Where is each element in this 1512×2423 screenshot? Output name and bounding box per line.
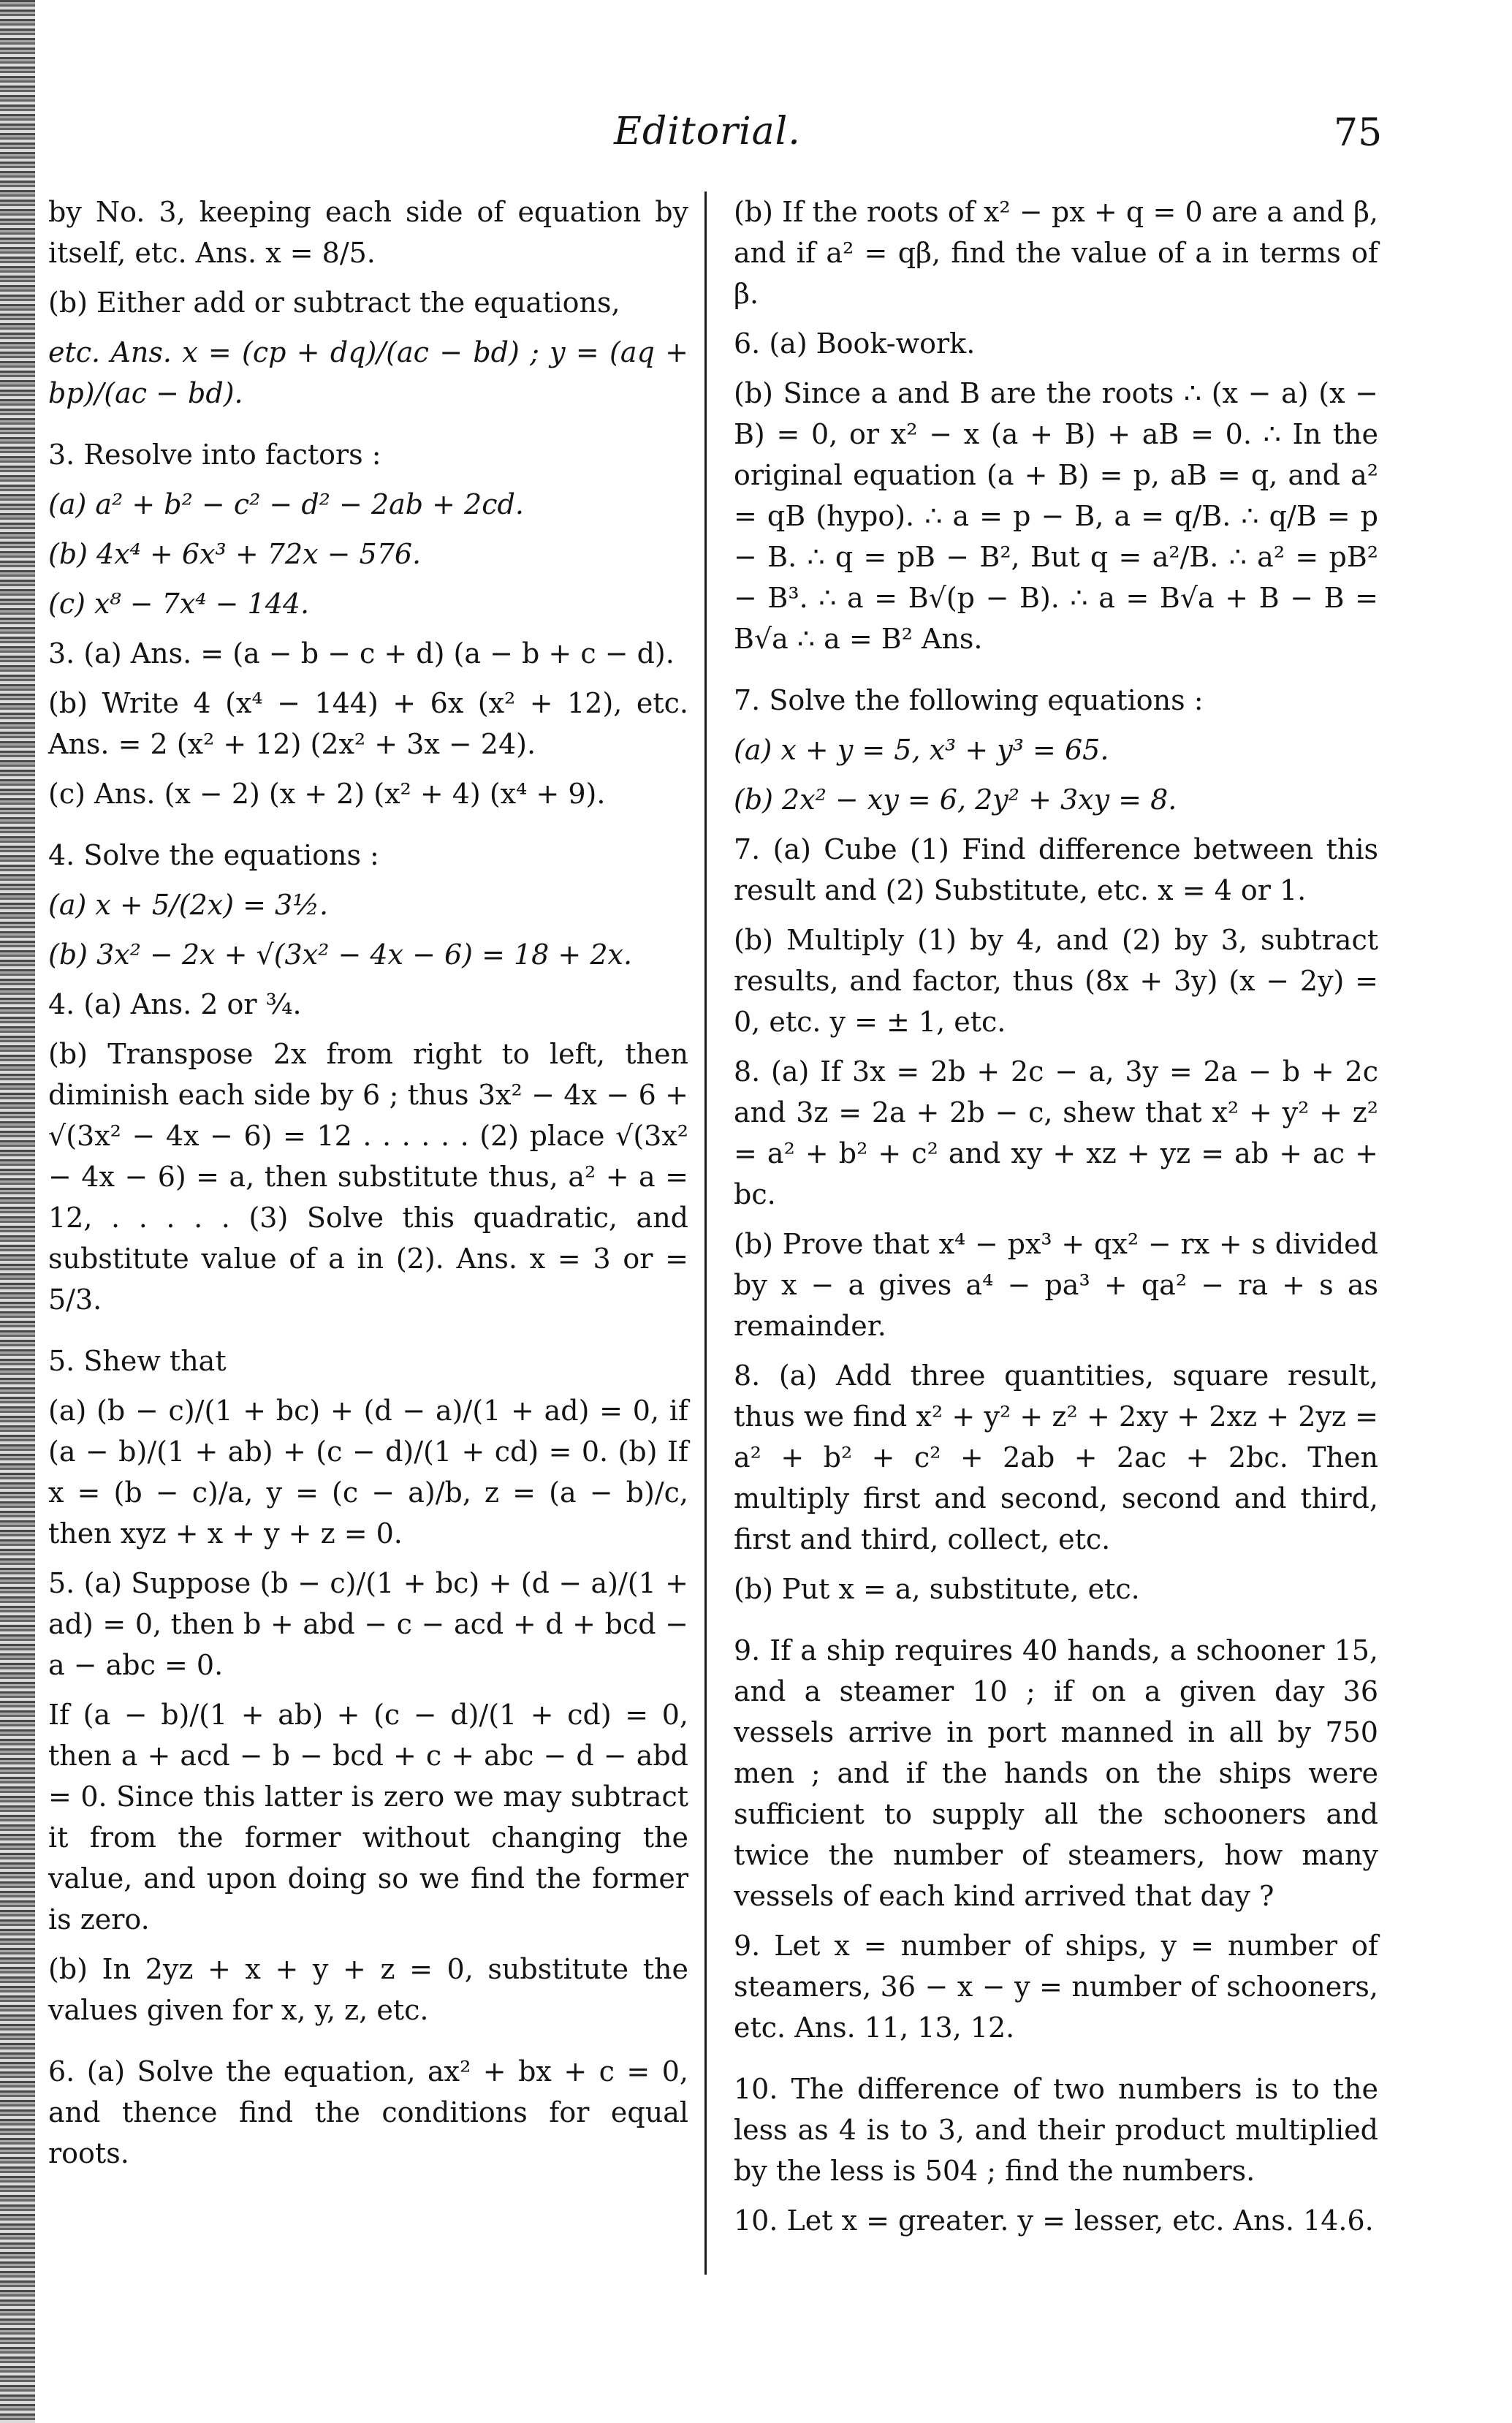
equation-line: (a) x + y = 5, x³ + y³ = 65. (734, 734, 1109, 766)
equation-line: (a) a² + b² − c² − d² − 2ab + 2cd. (48, 488, 524, 520)
equation-line: (a) x + 5/(2x) = 3½. (48, 889, 329, 921)
paragraph: (b) Multiply (1) by 4, and (2) by 3, subtract results, and factor, thus (8x + 3y) (x − 2y) = 0, etc. y = ± 1, etc. (734, 924, 1378, 1038)
page-header (0, 110, 1512, 168)
answer-line: 7. (a) Cube (1) Find difference between this result and (2) Substitute, etc. x = 4 or 1. (734, 833, 1378, 906)
answer-line: (b) Put x = a, substitute, etc. (734, 1573, 1140, 1605)
answer-line: (b) Write 4 (x⁴ − 144) + 6x (x² + 12), etc. Ans. = 2 (x² + 12) (2x² + 3x − 24). (48, 687, 688, 760)
equation-line: (b) 2x² − xy = 6, 2y² + 3xy = 8. (734, 784, 1177, 816)
paragraph: 10. The difference of two numbers is to the less as 4 is to 3, and their product multiplied by the less is 504 ; find the numbers. (734, 2073, 1378, 2187)
paragraph: (b) Transpose 2x from right to left, then diminish each side by 6 ; thus 3x² − 4x − 6 + √(3x² − 4x − 6) = 12 . . . . . . (2) place √(3x² − 4x − 6) = a, then substitute thus, a² + a = 12, . . . . . (3) Solve this quadratic, and substitute value of a in (2). Ans. x = 3 or = 5/3. (48, 1038, 688, 1316)
paragraph: (b) Prove that x⁴ − px³ + qx² − rx + s divided by x − a gives a⁴ − pa³ + qa² − ra + s as remainder. (734, 1228, 1378, 1342)
column-divider (704, 192, 707, 2275)
paragraph: by No. 3, keeping each side of equation by itself, etc. Ans. x = 8/5. (48, 196, 688, 269)
answer-line: 9. Let x = number of ships, y = number of steamers, 36 − x − y = number of schooners, etc. Ans. 11, 13, 12. (734, 1930, 1378, 2044)
paragraph: 5. (a) Suppose (b − c)/(1 + bc) + (d − a)/(1 + ad) = 0, then b + abd − c − acd + d + bcd − a − abc = 0. (48, 1567, 688, 1681)
running-title: Editorial. (614, 110, 801, 153)
equation-line: etc. Ans. x = (cp + dq)/(ac − bd) ; y = (aq + bp)/(ac − bd). (48, 336, 688, 409)
equation-line: (b) 3x² − 2x + √(3x² − 4x − 6) = 18 + 2x. (48, 939, 633, 971)
paragraph: If (a − b)/(1 + ab) + (c − d)/(1 + cd) = 0, then a + acd − b − bcd + c + abc − d − abd = 0. Since this latter is zero we may subtract it from the former without changing the value, and upon doing so we find the former is zero. (48, 1699, 688, 1935)
problem-heading: 3. Resolve into factors : (48, 439, 381, 471)
equation-line: (b) 4x⁴ + 6x³ + 72x − 576. (48, 538, 422, 570)
paragraph: (b) Either add or subtract the equations, (48, 287, 620, 319)
problem-heading: 4. Solve the equations : (48, 839, 379, 871)
answer-line: 3. (a) Ans. = (a − b − c + d) (a − b + c − d). (48, 637, 675, 670)
answer-line: 4. (a) Ans. 2 or ¾. (48, 988, 302, 1020)
problem-heading: 5. Shew that (48, 1345, 227, 1377)
paragraph: (a) (b − c)/(1 + bc) + (d − a)/(1 + ad) = 0, if (a − b)/(1 + ab) + (c − d)/(1 + cd) = 0. (b) If x = (b − c)/a, y = (c − a)/b, z = (a − b)/c, then xyz + x + y + z = 0. (48, 1395, 688, 1550)
answer-line: 6. (a) Book-work. (734, 327, 976, 360)
answer-line: (c) Ans. (x − 2) (x + 2) (x² + 4) (x⁴ + 9). (48, 778, 606, 810)
answer-line: 10. Let x = greater. y = lesser, etc. Ans. 14.6. (734, 2204, 1374, 2237)
paragraph: 8. (a) If 3x = 2b + 2c − a, 3y = 2a − b + 2c and 3z = 2a + 2b − c, shew that x² + y² + z² = a² + b² + c² and xy + xz + yz = ab + ac + bc. (734, 1055, 1378, 1210)
equation-line: (c) x⁸ − 7x⁴ − 144. (48, 588, 310, 620)
problem-heading: 7. Solve the following equations : (734, 684, 1204, 716)
page-number: 75 (1334, 111, 1383, 155)
paragraph: 6. (a) Solve the equation, ax² + bx + c = 0, and thence find the conditions for equal roots. (48, 2055, 688, 2169)
book-binding-edge (0, 0, 35, 2423)
left-column (48, 192, 688, 2183)
paragraph: (b) If the roots of x² − px + q = 0 are a and β, and if a² = qβ, find the value of a in terms of β. (734, 196, 1378, 310)
paragraph: (b) In 2yz + x + y + z = 0, substitute the values given for x, y, z, etc. (48, 1953, 688, 2026)
right-column (734, 192, 1378, 2250)
paragraph: 8. (a) Add three quantities, square result, thus we find x² + y² + z² + 2xy + 2xz + 2yz = a² + b² + c² + 2ab + 2ac + 2bc. Then multiply first and second, second and third, first and third, collect, etc. (734, 1360, 1378, 1555)
paragraph: 9. If a ship requires 40 hands, a schooner 15, and a steamer 10 ; if on a given day 36 vessels arrive in port manned in all by 750 men ; and if the hands on the ships were sufficient to supply all the schooners and twice the number of steamers, how many vessels of each kind arrived that day ? (734, 1634, 1378, 1912)
paragraph: (b) Since a and B are the roots ∴ (x − a) (x − B) = 0, or x² − x (a + B) + aB = 0. ∴ In the original equation (a + B) = p, aB = q, and a² = qB (hypo). ∴ a = p − B, a = q/B. ∴ q/B = p − B. ∴ q = pB − B², But q = a²/B. ∴ a² = pB² − B³. ∴ a = B√(p − B). ∴ a = B√a + B − B = B√a ∴ a = B² Ans. (734, 377, 1378, 655)
